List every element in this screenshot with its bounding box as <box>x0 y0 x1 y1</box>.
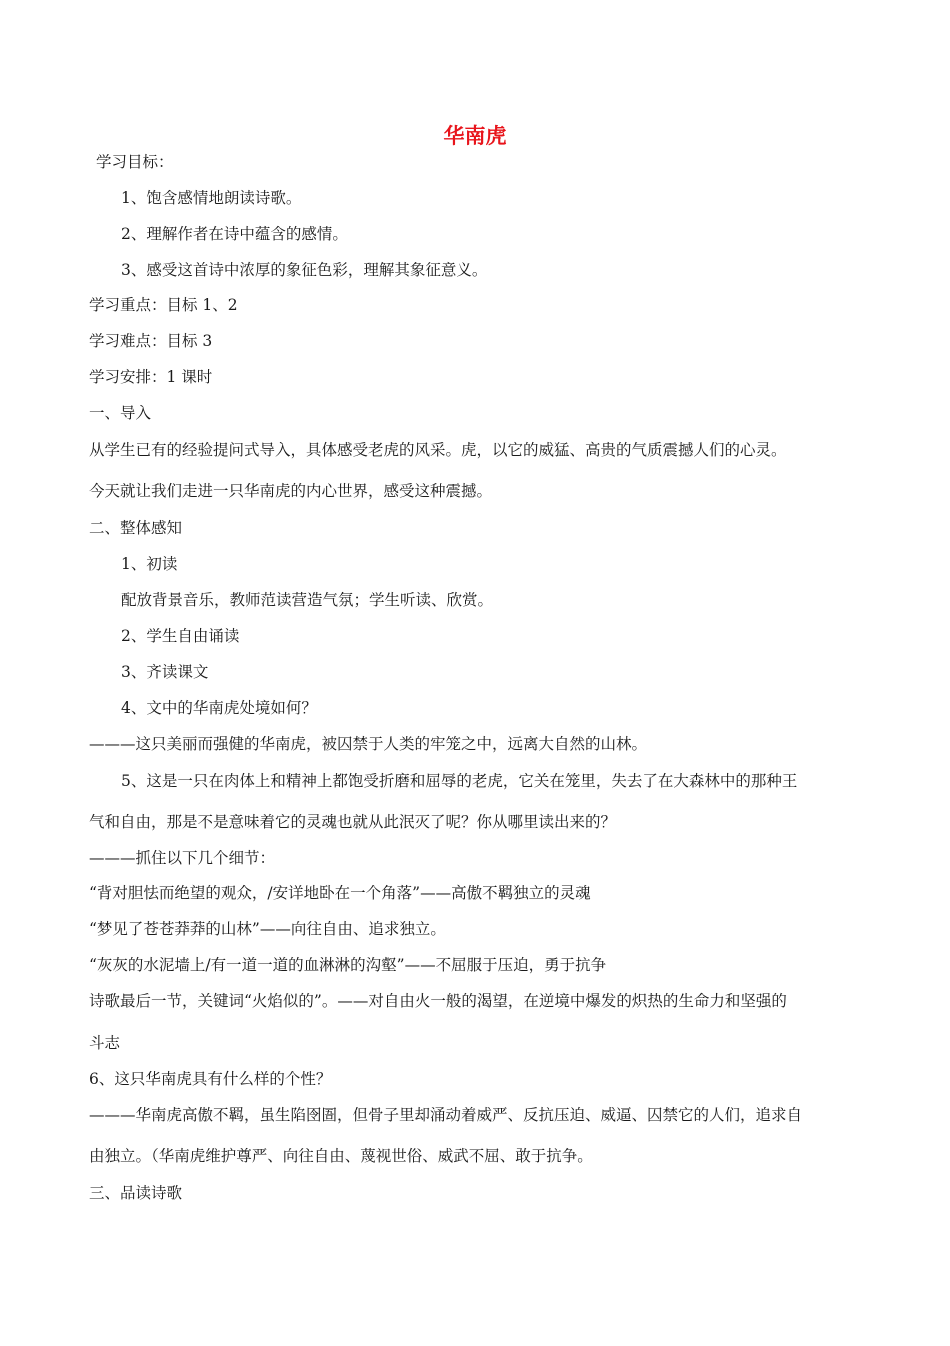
paragraph-line: 气和自由，那是不是意味着它的灵魂也就从此泯灭了呢？你从哪里读出来的？ <box>89 813 617 831</box>
section-heading-overall: 二、整体感知 <box>89 519 183 537</box>
question-item-4: 4、文中的华南虎处境如何？ <box>121 699 317 717</box>
quote-line: “背对胆怯而绝望的观众，/安详地卧在一个角落”——高傲不羁独立的灵魂 <box>89 884 591 902</box>
paragraph-line: 诗歌最后一节，关键词“火焰似的”。——对自由火一般的渴望，在逆境中爆发的炽热的生命力和坚强的 <box>89 992 787 1010</box>
section-heading-intro: 一、导入 <box>89 404 152 422</box>
answer-line: ———这只美丽而强健的华南虎，被囚禁于人类的牢笼之中，远离大自然的山林。 <box>89 735 648 753</box>
section-heading-reading: 三、品读诗歌 <box>89 1184 183 1202</box>
key-points-line: 学习重点：目标 1、2 <box>89 296 238 314</box>
schedule-line: 学习安排：1 课时 <box>89 368 213 386</box>
step-item-1: 1、初读 <box>121 555 178 573</box>
answer-line: ———抓住以下几个细节： <box>89 849 276 867</box>
question-item-6: 6、这只华南虎具有什么样的个性？ <box>89 1070 332 1088</box>
quote-line: “灰灰的水泥墙上/有一道一道的血淋淋的沟壑”——不屈服于压迫，勇于抗争 <box>89 956 607 974</box>
step-item-2: 2、学生自由诵读 <box>121 627 240 645</box>
step-item-3: 3、齐读课文 <box>121 663 209 681</box>
objective-item-1: 1、饱含感情地朗读诗歌。 <box>121 189 302 207</box>
page-title: 华南虎 <box>443 124 507 148</box>
quote-line: “梦见了苍苍莽莽的山林”——向往自由、追求独立。 <box>89 920 446 938</box>
objective-item-2: 2、理解作者在诗中蕴含的感情。 <box>121 225 348 243</box>
paragraph-line: 斗志 <box>89 1034 121 1052</box>
paragraph-line: 配放背景音乐，教师范读营造气氛；学生听读、欣赏。 <box>121 591 494 609</box>
difficult-points-line: 学习难点：目标 3 <box>89 332 213 350</box>
objective-item-3: 3、感受这首诗中浓厚的象征色彩，理解其象征意义。 <box>121 261 488 279</box>
section-heading-objectives: 学习目标： <box>96 153 174 171</box>
question-item-5: 5、这是一只在肉体上和精神上都饱受折磨和屈辱的老虎，它关在笼里，失去了在大森林中的那种王 <box>121 772 798 790</box>
paragraph-line: 今天就让我们走进一只华南虎的内心世界，感受这种震撼。 <box>89 482 493 500</box>
paragraph-line: 从学生已有的经验提问式导入，具体感受老虎的风采。虎，以它的威猛、高贵的气质震撼人们的心灵。 <box>89 441 787 459</box>
paragraph-line: 由独立。（华南虎维护尊严、向往自由、蔑视世俗、威武不屈、敢于抗争。 <box>89 1147 593 1165</box>
answer-line: ———华南虎高傲不羁，虽生陷囹圄，但骨子里却涌动着威严、反抗压迫、威逼、囚禁它的人们，追求自 <box>89 1106 803 1124</box>
